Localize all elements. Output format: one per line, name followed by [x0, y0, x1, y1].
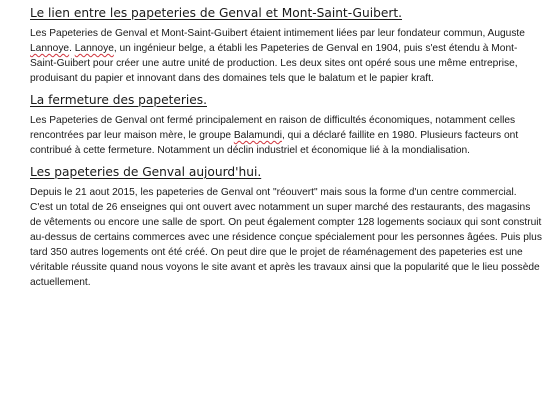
heading-text: Le lien entre les papeteries de Genval et Mont-Saint-Guibert. — [30, 6, 403, 20]
section-heading — [30, 5, 542, 21]
paragraph-text: Les Papeteries de Genval ont fermé principalement en raison de difficultés économiques, notamment celles rencontrées par leur maison mère, le groupe — [30, 115, 516, 141]
paragraph-text: Depuis le 21 aout 2015, les papeteries de Genval ont "réouvert" mais sous la forme d'un centre commercial. C'est un total de 26 enseignes qui ont ouvert avec notamment un super marché des restaurants, des magasins de vêtements ou encore une salle de sport. On peut également compter 128 logements sociaux qui sont construit au-dessus de certains commerces avec une résidence conçue spécialement pour les personnes âgées. Puis plus tard 350 autres logements ont été créé. On peut dire que le projet de réaménagement des papeteries est une véritable réussite quand nous voyons le site avant et après les travaux ainsi que la popularité que le lieu possède actuellement. — [30, 187, 542, 288]
heading-text: Les papeteries de Genval aujourd'hui. — [30, 165, 262, 179]
spellcheck-word: Balamundi — [233, 130, 282, 141]
section-aujourdhui — [30, 164, 542, 290]
spellcheck-word: Lannoye — [74, 43, 114, 54]
section-paragraph — [30, 26, 542, 86]
section-heading — [30, 92, 542, 108]
section-paragraph — [30, 185, 542, 290]
section-genval-mont-saint-guibert — [30, 5, 542, 86]
section-paragraph — [30, 113, 542, 158]
paragraph-text: , un ingénieur belge, a établi les Papeteries de Genval en 1904, puis s'est étendu à Mont-Saint-Guibert pour créer une autre unité de production. Les deux sites ont opéré sous une même entreprise, produisant du papier et innovant dans des domaines tels que le balatum et le papier kraft. — [30, 43, 518, 84]
spellcheck-word: Lannoye — [30, 43, 70, 54]
paragraph-text: Les Papeteries de Genval et Mont-Saint-Guibert étaient intimement liées par leur fondateur commun, Auguste — [30, 28, 525, 39]
section-heading — [30, 164, 542, 180]
paragraph-text: . — [69, 43, 75, 54]
section-fermeture — [30, 92, 542, 158]
heading-text: La fermeture des papeteries. — [30, 93, 207, 107]
paragraph-text: , qui a déclaré faillite en 1980. Plusieurs facteurs ont contribué à cette fermeture. Notamment un déclin industriel et économique lié à la mondialisation. — [30, 130, 519, 156]
